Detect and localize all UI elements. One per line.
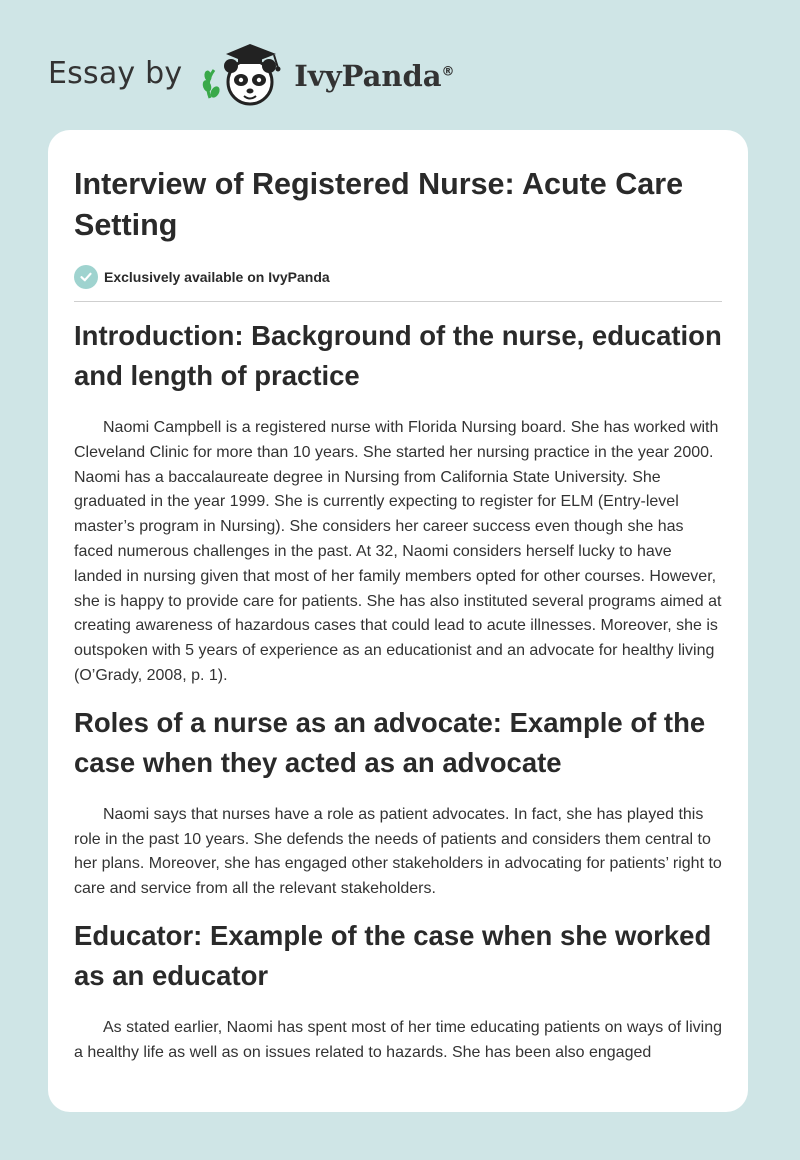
section-heading: Educator: Example of the case when she worked as an educator (74, 919, 712, 991)
section-paragraph: As stated earlier, Naomi has spent most of her time educating patients on ways of living a healthy life as well as on issues related to hazards. She has been also engaged (74, 1018, 722, 1061)
brand-name: IvyPanda® (294, 58, 455, 93)
panda-logo-icon (196, 38, 288, 110)
article-card (48, 130, 748, 1112)
section-heading: Roles of a nurse as an advocate: Example of the case when they acted as an advocate (74, 706, 706, 778)
exclusive-label: Exclusively available on IvyPanda (104, 269, 330, 285)
section-introduction (74, 316, 722, 689)
section-paragraph: Naomi says that nurses have a role as patient advocates. In fact, she has played this role in the past 10 years. She defends the needs of patients and considers them central to her plans. Moreover, she has engaged other stakeholders in advocating for patients’ right to care and service from all the relevant stakeholders. (74, 805, 722, 898)
article-title: Interview of Registered Nurse: Acute Care Setting (74, 167, 684, 242)
brand-header (48, 34, 455, 114)
section-educator (74, 916, 722, 1066)
section-paragraph: Naomi Campbell is a registered nurse with Florida Nursing board. She has worked with Cleveland Clinic for more than 10 years. She started her nursing practice in the year 2000. Naomi has a baccalaureate degree in Nursing from California State University. She graduated in the year 1999. She is currently expecting to register for ELM (Entry-level master’s program in Nursing). She considers her career success even though she has faced numerous challenges in the past. At 32, Naomi considers herself lucky to have landed in nursing given that most of her family members opted for other courses. However, she is happy to provide care for patients. She has also instituted several programs aimed at creating awareness of hazardous cases that could lead to acute illnesses. Moreover, she is outspoken with 5 years of experience as an educationist and an advocate for healthy living (O’Grady, 2008, p. 1). (74, 419, 722, 684)
section-advocate (74, 703, 722, 902)
brand-prefix: Essay by (48, 56, 183, 91)
registered-mark: ® (441, 63, 455, 79)
exclusive-badge-row (74, 265, 722, 302)
check-icon (74, 265, 98, 289)
section-heading: Introduction: Background of the nurse, education and length of practice (74, 320, 722, 391)
